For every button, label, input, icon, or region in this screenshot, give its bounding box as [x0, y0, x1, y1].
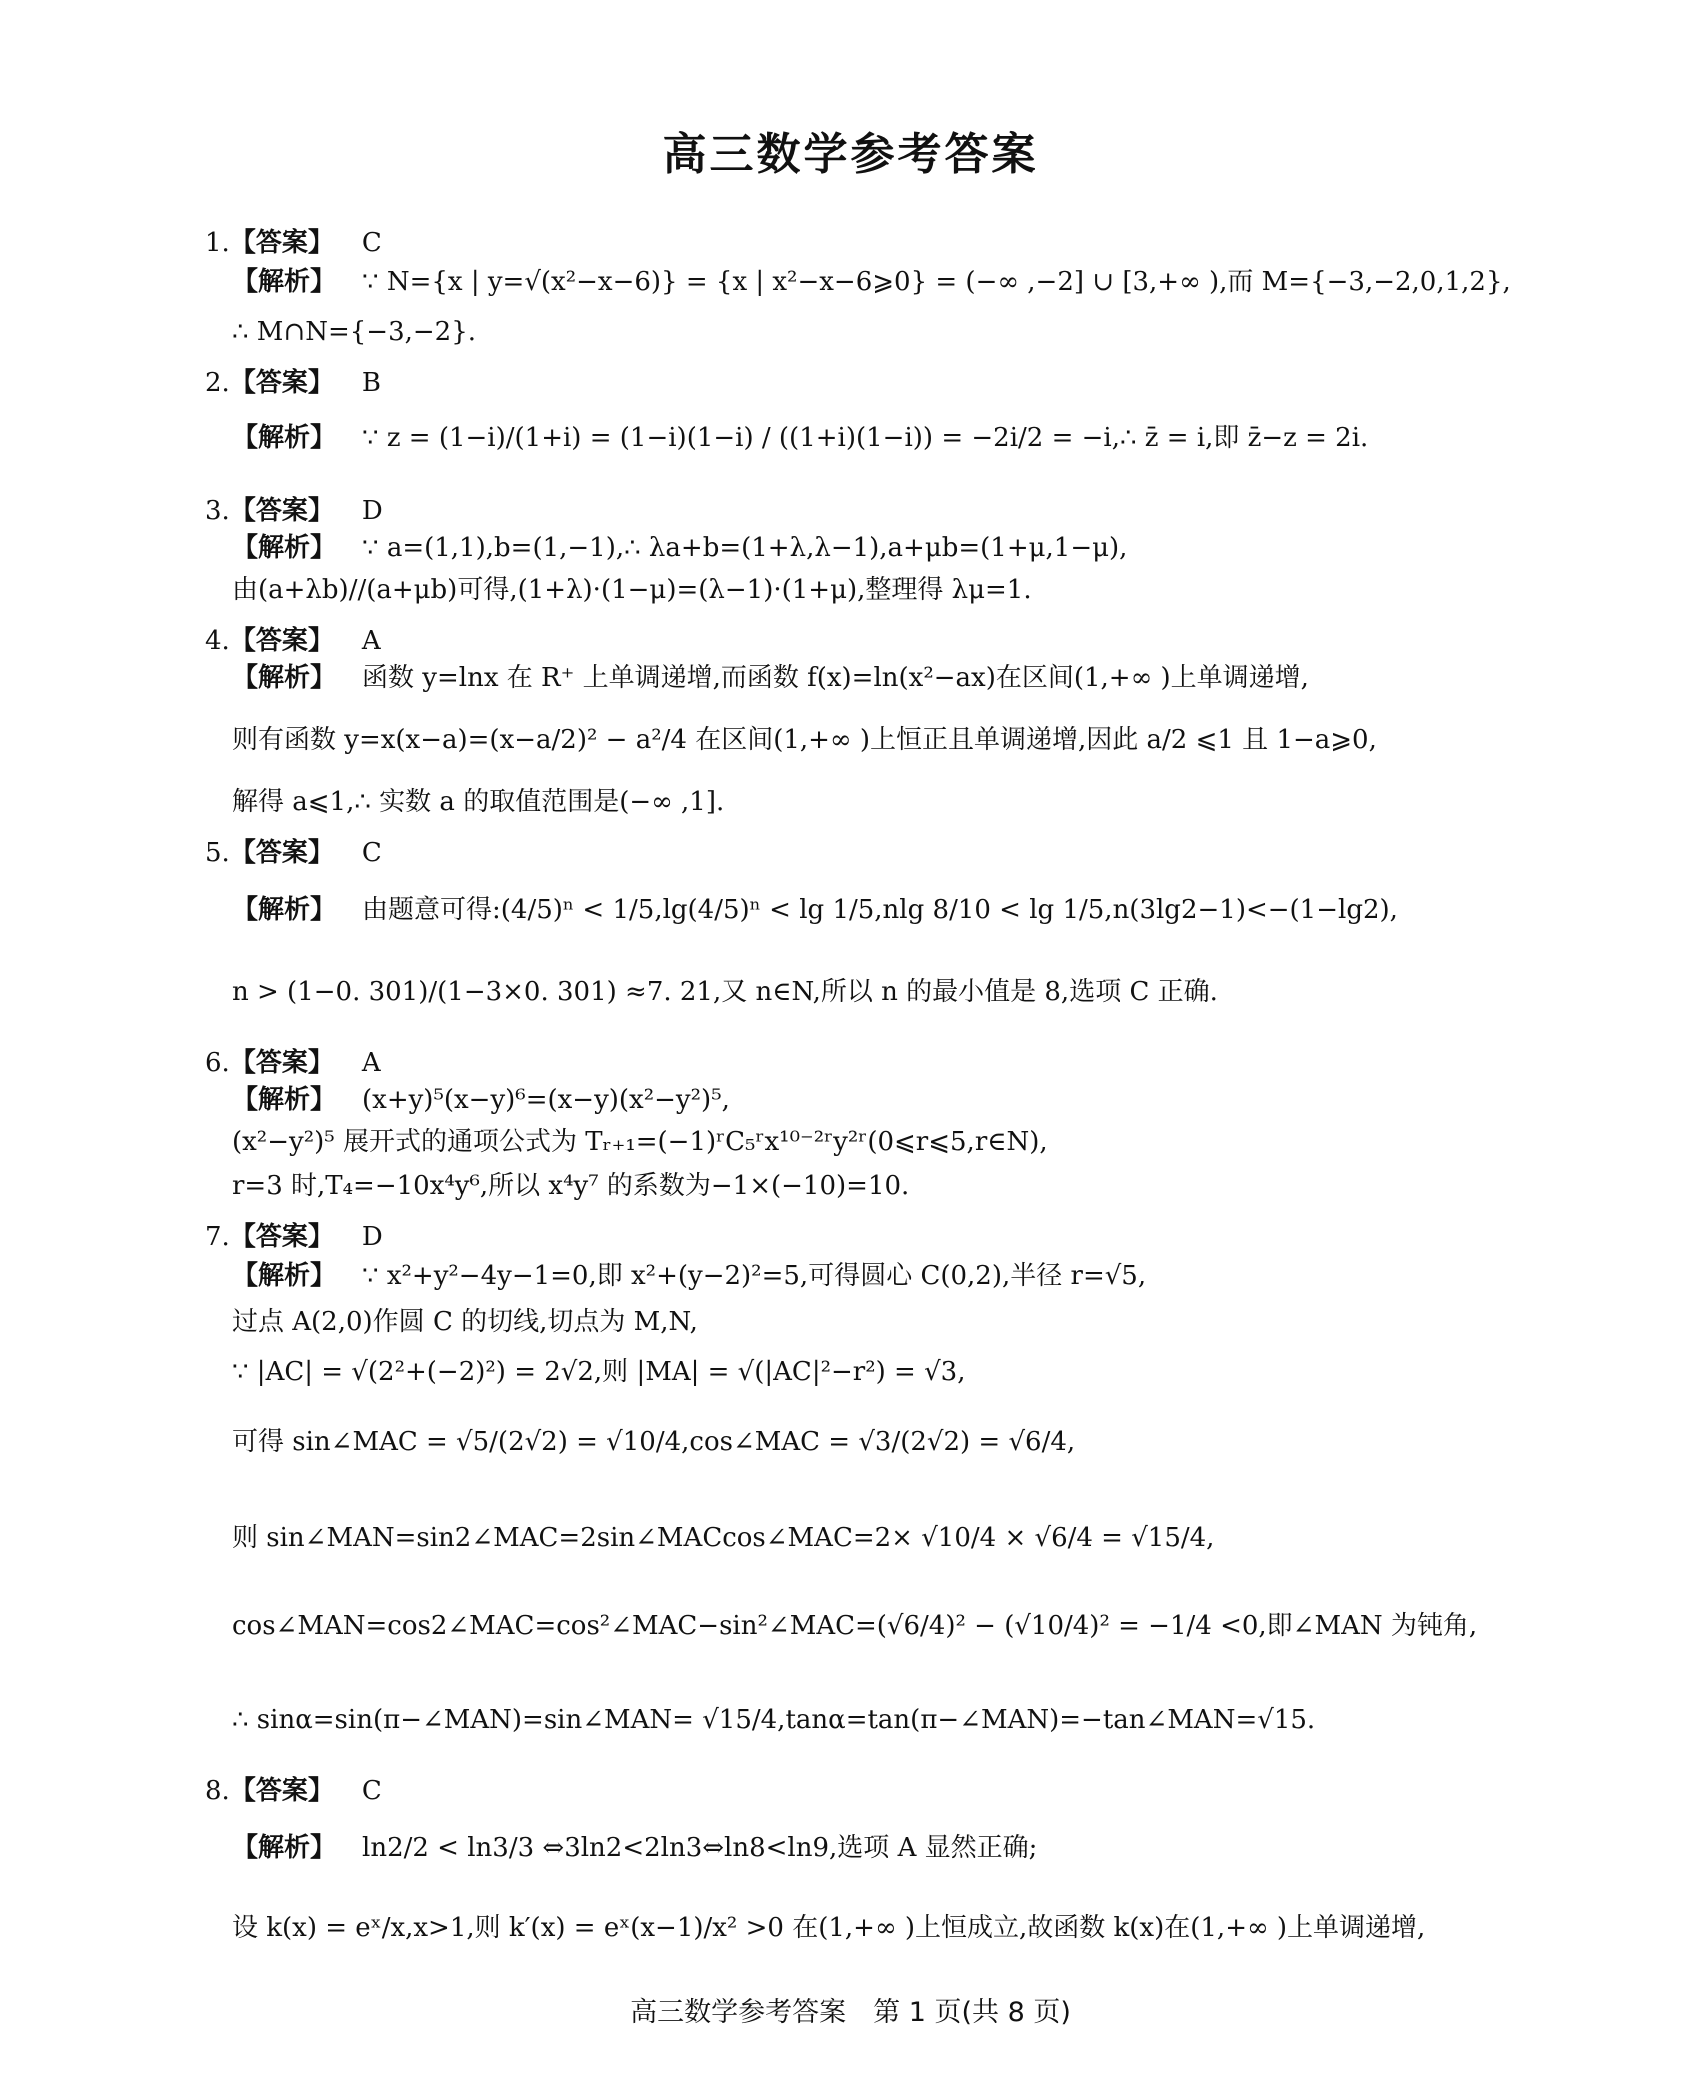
analysis-line [232, 534, 1127, 564]
answer-label: 【答案】 [229, 496, 334, 526]
question-1-header [205, 222, 382, 259]
analysis-text: ln2/2 < ln3/3 ⇔3ln2<2ln3⇔ln8<ln9,选项 A 显然正确; [362, 1833, 1038, 1863]
analysis-text: 函数 y=lnx 在 R⁺ 上单调递增,而函数 f(x)=ln(x²−ax)在区间(1,+∞ )上单调递增, [362, 663, 1309, 693]
question-5-header [205, 832, 382, 869]
question-number: 5. [205, 838, 230, 868]
analysis-label: 【解析】 [232, 1261, 337, 1291]
analysis-line: (x²−y²)⁵ 展开式的通项公式为 Tᵣ₊₁=(−1)ʳC₅ʳx¹⁰⁻²ʳy²ʳ(0⩽r⩽5,r∈N), [232, 1127, 1048, 1157]
analysis-line: 由(a+λb)//(a+μb)可得,(1+λ)·(1−μ)=(λ−1)·(1+μ),整理得 λμ=1. [232, 575, 1032, 605]
question-number: 1. [205, 228, 230, 258]
analysis-line [232, 268, 1511, 298]
answer-value: C [361, 228, 382, 258]
analysis-line: cos∠MAN=cos2∠MAC=cos²∠MAC−sin²∠MAC=(√6/4)² − (√10/4)² = −1/4 <0,即∠MAN 为钝角, [232, 1611, 1478, 1641]
analysis-line [232, 664, 1309, 694]
question-number: 2. [205, 368, 230, 398]
answer-value: A [361, 1048, 381, 1078]
question-2-header [205, 362, 381, 399]
question-number: 6. [205, 1048, 230, 1078]
answer-value: D [361, 1222, 383, 1252]
answer-label: 【答案】 [229, 1222, 334, 1252]
analysis-line: 解得 a⩽1,∴ 实数 a 的取值范围是(−∞ ,1]. [232, 787, 725, 817]
analysis-line: 设 k(x) = eˣ/x,x>1,则 k′(x) = eˣ(x−1)/x² >0 在(1,+∞ )上恒成立,故函数 k(x)在(1,+∞ )上单调递增, [232, 1913, 1426, 1943]
analysis-line [232, 1834, 1037, 1864]
answer-value: C [361, 1776, 382, 1806]
question-number: 4. [205, 626, 230, 656]
analysis-line: 则有函数 y=x(x−a)=(x−a/2)² − a²/4 在区间(1,+∞ )上恒正且单调递增,因此 a/2 ⩽1 且 1−a⩾0, [232, 725, 1377, 755]
analysis-text: ∵ a=(1,1),b=(1,−1),∴ λa+b=(1+λ,λ−1),a+μb=(1+μ,1−μ), [362, 533, 1128, 563]
analysis-line: n > (1−0. 301)/(1−3×0. 301) ≈7. 21,又 n∈N,所以 n 的最小值是 8,选项 C 正确. [232, 977, 1218, 1007]
analysis-label: 【解析】 [232, 267, 337, 297]
analysis-line: 可得 sin∠MAC = √5/(2√2) = √10/4,cos∠MAC = √3/(2√2) = √6/4, [232, 1427, 1076, 1457]
analysis-label: 【解析】 [232, 1833, 337, 1863]
page-footer: 高三数学参考答案 第 1 页(共 8 页) [630, 1997, 1071, 2028]
analysis-text: ∵ N={x | y=√(x²−x−6)} = {x | x²−x−6⩾0} = (−∞ ,−2] ∪ [3,+∞ ),而 M={−3,−2,0,1,2}, [362, 267, 1511, 297]
question-number: 7. [205, 1222, 230, 1252]
question-6-header [205, 1042, 381, 1079]
answer-label: 【答案】 [229, 1776, 334, 1806]
question-3-header [205, 490, 383, 527]
answer-value: D [361, 496, 383, 526]
analysis-text: 由题意可得:(4/5)ⁿ < 1/5,lg(4/5)ⁿ < lg 1/5,nlg 8/10 < lg 1/5,n(3lg2−1)<−(1−lg2), [362, 895, 1398, 925]
answer-label: 【答案】 [229, 838, 334, 868]
analysis-label: 【解析】 [232, 663, 337, 693]
analysis-line: 则 sin∠MAN=sin2∠MAC=2sin∠MACcos∠MAC=2× √10/4 × √6/4 = √15/4, [232, 1523, 1215, 1553]
question-number: 3. [205, 496, 230, 526]
analysis-text: ∵ x²+y²−4y−1=0,即 x²+(y−2)²=5,可得圆心 C(0,2),半径 r=√5, [362, 1261, 1147, 1291]
answer-label: 【答案】 [229, 228, 334, 258]
answer-label: 【答案】 [229, 368, 334, 398]
analysis-text: ∵ z = (1−i)/(1+i) = (1−i)(1−i) / ((1+i)(1−i)) = −2i/2 = −i,∴ z̄ = i,即 z̄−z = 2i. [362, 423, 1369, 453]
analysis-line [232, 1262, 1146, 1292]
analysis-line: ∴ sinα=sin(π−∠MAN)=sin∠MAN= √15/4,tanα=tan(π−∠MAN)=−tan∠MAN=√15. [232, 1705, 1316, 1735]
analysis-label: 【解析】 [232, 1085, 337, 1115]
analysis-text: (x+y)⁵(x−y)⁶=(x−y)(x²−y²)⁵, [362, 1085, 730, 1115]
analysis-line: ∵ |AC| = √(2²+(−2)²) = 2√2,则 |MA| = √(|AC|²−r²) = √3, [232, 1357, 966, 1387]
answer-value: A [361, 626, 381, 656]
question-number: 8. [205, 1776, 230, 1806]
question-7-header [205, 1216, 383, 1253]
analysis-label: 【解析】 [232, 895, 337, 925]
answer-label: 【答案】 [229, 1048, 334, 1078]
analysis-line: r=3 时,T₄=−10x⁴y⁶,所以 x⁴y⁷ 的系数为−1×(−10)=10. [232, 1171, 910, 1201]
answer-label: 【答案】 [229, 626, 334, 656]
analysis-label: 【解析】 [232, 533, 337, 563]
analysis-label: 【解析】 [232, 423, 337, 453]
analysis-line [232, 896, 1398, 926]
page-title: 高三数学参考答案 [662, 129, 1039, 180]
question-8-header [205, 1770, 382, 1807]
analysis-line [232, 424, 1368, 454]
analysis-line: ∴ M∩N={−3,−2}. [232, 317, 477, 347]
question-4-header [205, 620, 381, 657]
answer-value: B [361, 368, 381, 398]
answer-value: C [361, 838, 382, 868]
analysis-line: 过点 A(2,0)作圆 C 的切线,切点为 M,N, [232, 1307, 698, 1337]
analysis-line [232, 1086, 730, 1116]
